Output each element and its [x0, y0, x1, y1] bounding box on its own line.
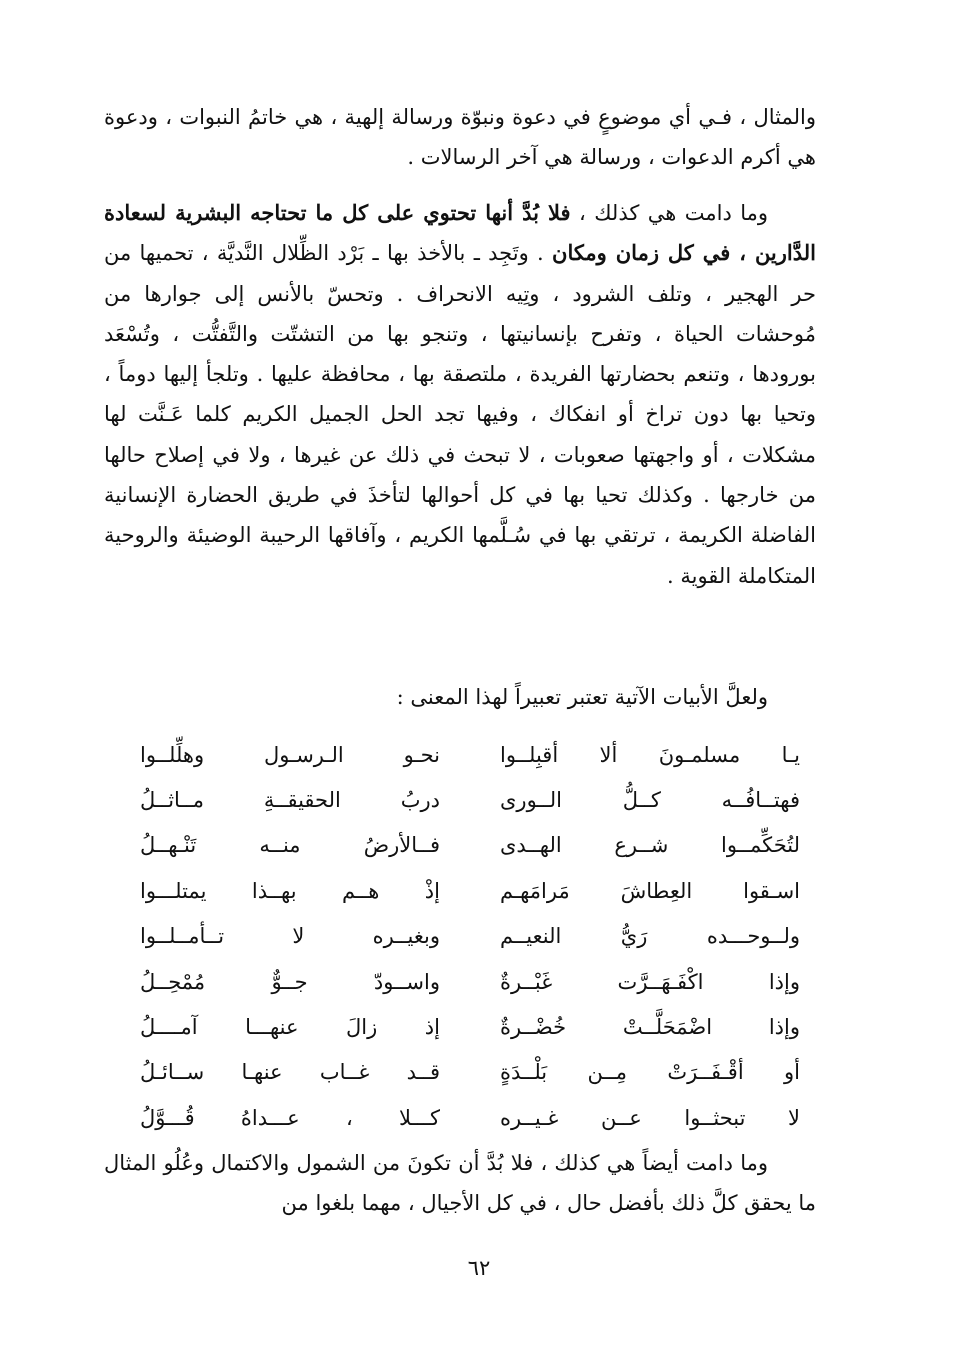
poem-hemistich-first: وإذا اكْفَـهَــرَّت غَبْــرةٌ — [500, 969, 800, 994]
paragraph-main-bold: فلا بُدَّ أنها تحتوي على كل ما تحتاجه البشرية لسعادة الدَّارين ، في كل زمان ومكان — [104, 200, 817, 266]
poem-hemistich-second: نحـو الـرسـول وهلِّلــوا — [140, 742, 440, 767]
poem-hemistich-first: فهتــافُــه كــلُّ الــورى — [500, 788, 800, 813]
poem-hemistich-first: ولــوحـــده رَيُّ النعيــم — [500, 924, 800, 949]
poem-hemistich-first: لتُحَكِّمــوا شــرع الهــدى — [500, 833, 800, 858]
paragraph-closing: وما دامت أيضاً هي كذلك ، فلا بُدَّ أن تكونَ من الشمول والاكتمال وعُلُو المثال ما يحقق كلَّ ذلك بأفضل حال ، في كل الأجيال ، مهما بلغوا من — [104, 1151, 816, 1216]
poem-hemistich-first: أو أقْـفَــرَتْ مِــن بَلْــدَةٍ — [500, 1060, 800, 1085]
poem-hemistich-second: قــد غــاب عنهـا ســائـلُ — [140, 1060, 440, 1085]
poem — [140, 732, 800, 1141]
paragraph-main-body: . وتَجِد ـ بالأخذ بها ـ بَرْد الظِّلال النَّديَّة ، تحميها من حر الهجير ، وتلف الشرود ، وتِيه الانحراف . وتحسّ بالأنس إلى جوارها من مُوحشات الحياة ، وتفرح بإنسانيتها ، وتنجو بها من التشتّت والتَّفتُّت ، وتُسْعَد بورودها ، وتنعم بحضارتها الفريدة ، ملتصقة بها ، محافظة عليها . وتلجأ إليها دوماً ، وتحيا بها دون تراخ أو انفكاك ، وفيها تجد الحل الجميل الكريم كلما عَـنَّت لها مشكلات ، أو واجهتها صعوبات ، لا تبحث في ذلك عن غيرها ، ولا في إصلاح حالها من خارجها . وكذلك تحيا بها في كل أحوالها لتأخذَ في طريق الحضارة الإنسانية الفاضلة الكريمة ، ترتقي بها في سُـلَّمها الكريم ، وآفاقها الرحيبة الوضيئة والروحية المتكاملة القوية . — [104, 241, 816, 588]
poem-hemistich-first: وإذا اضْمَحَلَّــتْ خُضْــرةٌ — [500, 1015, 800, 1040]
poem-hemistich-second: وبغيــره لا تــأمــلــوا — [140, 924, 440, 949]
paragraph-intro: والمثال ، فـي أي موضوعٍ في دعوة ونبوّة ورسالة إلهية ، هي خاتمُ النبوات ، ودعوة هي أكرم الدعوات ، ورسالة هي آخر الرسالات . — [104, 105, 816, 170]
poem-hemistich-second: إذْ هــم بهــذا يمتلـــوا — [140, 878, 440, 903]
poem-verse — [140, 777, 800, 822]
paragraph-main-lead: وما دامت هي كذلك ، — [570, 201, 769, 225]
poem-hemistich-second: واســودّ جــوٌّ مُمْحِــلُ — [140, 969, 440, 994]
poem-verse — [140, 959, 800, 1004]
poem-verse — [140, 732, 800, 777]
poem-hemistich-first: لا تبحثــوا عــن غـيــره — [500, 1105, 800, 1130]
page-number: ٦٢ — [467, 1256, 491, 1280]
poem-verse — [140, 1095, 800, 1140]
poem-verse — [140, 914, 800, 959]
poem-hemistich-second: دربُ الحقيقــةِ مــاثــلُ — [140, 788, 440, 813]
poem-hemistich-first: يـا مسلمـونَ ألا أقبِلــوا — [500, 742, 800, 767]
poem-hemistich-second: فــالأرضُ منــه تَنْـهــلُ — [140, 833, 440, 858]
poem-verse — [140, 1050, 800, 1095]
poem-hemistich-first: اسـقوا العِطاشَ مَرامَهـم — [500, 878, 800, 903]
poem-hemistich-second: إذ زالَ عنهـــا آمــــلُ — [140, 1015, 440, 1040]
poem-verse — [140, 1004, 800, 1049]
paragraph-poem-intro: ولعلَّ الأبيات الآتية تعتبر تعبيراً لهذا المعنى : — [396, 685, 768, 709]
poem-hemistich-second: كـــلا ، عـــداهُ قُـــوَّلُ — [140, 1105, 440, 1130]
paragraph-main — [104, 193, 816, 596]
poem-verse — [140, 823, 800, 868]
poem-verse — [140, 868, 800, 913]
